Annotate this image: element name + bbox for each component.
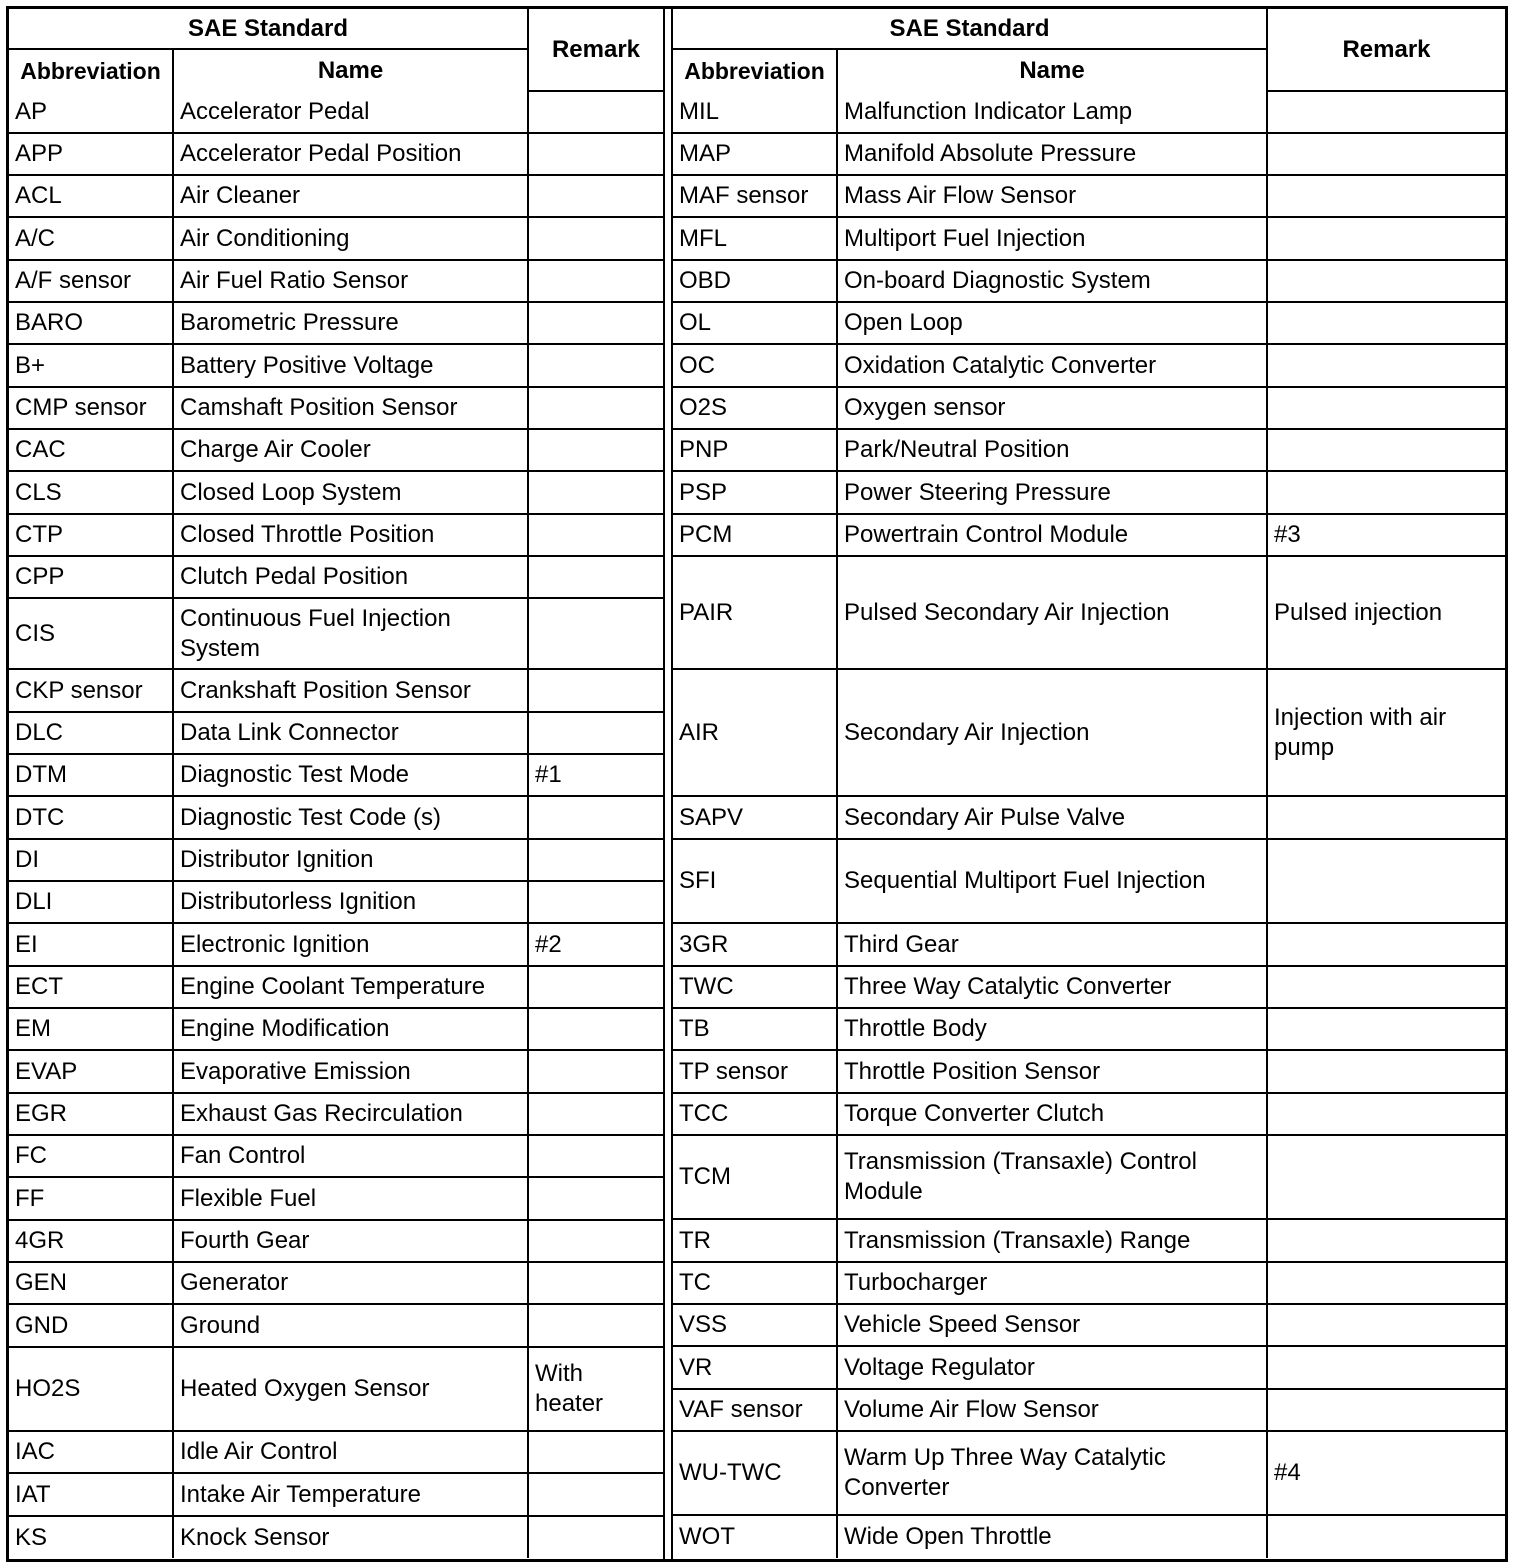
table-row	[673, 556, 1505, 669]
table-row	[673, 1135, 1505, 1219]
table-row	[9, 1008, 663, 1050]
table-row	[9, 598, 663, 669]
table-row	[9, 1304, 663, 1347]
abbreviation-cell: DI	[9, 839, 173, 881]
table-row	[9, 91, 663, 133]
table-row	[9, 1135, 663, 1177]
sae-standard-header: SAE Standard	[9, 9, 528, 49]
remark-cell	[1267, 796, 1505, 839]
remark-cell	[528, 471, 663, 514]
abbreviation-header: Abbreviation	[673, 49, 837, 91]
name-cell: Distributor Ignition	[173, 839, 528, 881]
table-row	[673, 302, 1505, 344]
name-cell: Accelerator Pedal	[173, 91, 528, 133]
remark-cell	[1267, 923, 1505, 966]
remark-cell	[528, 1135, 663, 1177]
name-cell: Secondary Air Pulse Valve	[837, 796, 1267, 839]
name-cell: Generator	[173, 1262, 528, 1304]
abbreviation-cell: VR	[673, 1346, 837, 1389]
remark-cell	[528, 839, 663, 881]
name-cell: Idle Air Control	[173, 1431, 528, 1473]
table-row	[9, 1220, 663, 1262]
abbreviation-cell: SFI	[673, 839, 837, 923]
abbreviation-cell: CIS	[9, 598, 173, 669]
remark-cell	[528, 556, 663, 598]
abbreviation-cell: SAPV	[673, 796, 837, 839]
name-cell: Distributorless Ignition	[173, 881, 528, 923]
abbreviation-sheet	[6, 6, 1508, 1562]
abbreviation-cell: DLI	[9, 881, 173, 923]
abbreviation-cell: ACL	[9, 175, 173, 217]
abbreviation-cell: EM	[9, 1008, 173, 1050]
remark-cell	[1267, 1093, 1505, 1135]
table-row	[673, 1050, 1505, 1093]
abbreviation-cell: GND	[9, 1304, 173, 1347]
abbreviation-cell: EGR	[9, 1093, 173, 1135]
abbreviation-cell: CMP sensor	[9, 387, 173, 429]
table-row	[9, 1177, 663, 1220]
table-row	[673, 796, 1505, 839]
remark-cell	[528, 1177, 663, 1220]
name-cell: Camshaft Position Sensor	[173, 387, 528, 429]
abbreviation-cell: VAF sensor	[673, 1389, 837, 1431]
remark-cell: #4	[1267, 1431, 1505, 1515]
remark-cell	[1267, 1304, 1505, 1346]
name-cell: Oxygen sensor	[837, 387, 1267, 429]
abbreviation-cell: TB	[673, 1008, 837, 1050]
table-row	[9, 344, 663, 387]
abbreviation-cell: TP sensor	[673, 1050, 837, 1093]
table-row	[9, 217, 663, 260]
name-cell: Throttle Body	[837, 1008, 1267, 1050]
table-row	[673, 133, 1505, 175]
table-row	[9, 712, 663, 754]
table-row	[673, 217, 1505, 260]
name-cell: Fourth Gear	[173, 1220, 528, 1262]
remark-cell	[528, 1050, 663, 1093]
name-cell: Evaporative Emission	[173, 1050, 528, 1093]
abbreviation-cell: O2S	[673, 387, 837, 429]
table-row	[673, 839, 1505, 923]
name-cell: Volume Air Flow Sensor	[837, 1389, 1267, 1431]
abbreviation-header: Abbreviation	[9, 49, 173, 91]
table-row	[9, 669, 663, 712]
remark-cell	[1267, 387, 1505, 429]
remark-cell	[1267, 1515, 1505, 1558]
table-row	[673, 175, 1505, 217]
name-cell: Heated Oxygen Sensor	[173, 1347, 528, 1431]
abbreviation-cell: PSP	[673, 471, 837, 514]
abbreviation-cell: CAC	[9, 429, 173, 471]
abbreviation-cell: B+	[9, 344, 173, 387]
abbreviation-cell: PCM	[673, 514, 837, 556]
abbreviation-cell: FF	[9, 1177, 173, 1220]
name-cell: Closed Loop System	[173, 471, 528, 514]
abbreviation-cell: FC	[9, 1135, 173, 1177]
remark-cell	[1267, 133, 1505, 175]
remark-cell	[1267, 1262, 1505, 1304]
remark-cell	[1267, 429, 1505, 471]
name-cell: Accelerator Pedal Position	[173, 133, 528, 175]
table-row	[673, 966, 1505, 1008]
table-row	[9, 1050, 663, 1093]
name-cell: Pulsed Secondary Air Injection	[837, 556, 1267, 669]
remark-cell	[528, 1304, 663, 1347]
remark-cell	[528, 966, 663, 1008]
table-row	[673, 1346, 1505, 1389]
table-row	[9, 839, 663, 881]
remark-cell	[528, 91, 663, 133]
table-row	[673, 260, 1505, 302]
remark-cell	[528, 133, 663, 175]
remark-header: Remark	[1267, 9, 1505, 91]
remark-cell: #3	[1267, 514, 1505, 556]
name-cell: Air Conditioning	[173, 217, 528, 260]
name-cell: Exhaust Gas Recirculation	[173, 1093, 528, 1135]
abbreviation-cell: VSS	[673, 1304, 837, 1346]
abbreviation-cell: MAF sensor	[673, 175, 837, 217]
table-row	[9, 514, 663, 556]
abbreviation-cell: BARO	[9, 302, 173, 344]
remark-cell: With heater	[528, 1347, 663, 1431]
right-table-body	[673, 91, 1505, 1558]
remark-cell	[1267, 260, 1505, 302]
table-row	[673, 1389, 1505, 1431]
abbreviation-cell: IAC	[9, 1431, 173, 1473]
remark-cell	[1267, 1219, 1505, 1262]
abbreviation-cell: WU-TWC	[673, 1431, 837, 1515]
table-row	[673, 344, 1505, 387]
remark-cell	[528, 1093, 663, 1135]
name-header: Name	[173, 49, 528, 91]
remark-cell	[1267, 839, 1505, 923]
table-row	[9, 556, 663, 598]
abbreviation-cell: PAIR	[673, 556, 837, 669]
abbreviation-cell: KS	[9, 1516, 173, 1558]
table-row	[9, 471, 663, 514]
remark-cell	[528, 175, 663, 217]
name-cell: Diagnostic Test Mode	[173, 754, 528, 796]
remark-cell	[1267, 91, 1505, 133]
remark-cell	[1267, 966, 1505, 1008]
left-abbreviation-table	[9, 9, 663, 1558]
remark-cell	[528, 514, 663, 556]
name-cell: Crankshaft Position Sensor	[173, 669, 528, 712]
remark-cell	[528, 881, 663, 923]
remark-cell	[1267, 175, 1505, 217]
name-cell: Wide Open Throttle	[837, 1515, 1267, 1558]
abbreviation-cell: AIR	[673, 669, 837, 796]
sae-standard-header: SAE Standard	[673, 9, 1267, 49]
name-cell: Vehicle Speed Sensor	[837, 1304, 1267, 1346]
name-cell: Diagnostic Test Code (s)	[173, 796, 528, 839]
table-row	[673, 387, 1505, 429]
abbreviation-cell: CTP	[9, 514, 173, 556]
table-row	[9, 175, 663, 217]
abbreviation-cell: APP	[9, 133, 173, 175]
abbreviation-cell: CPP	[9, 556, 173, 598]
remark-cell	[528, 260, 663, 302]
left-table-body	[9, 91, 663, 1558]
name-cell: Intake Air Temperature	[173, 1473, 528, 1516]
table-row	[9, 754, 663, 796]
abbreviation-cell: AP	[9, 91, 173, 133]
table-row	[673, 1515, 1505, 1558]
remark-cell	[528, 1220, 663, 1262]
abbreviation-cell: CLS	[9, 471, 173, 514]
abbreviation-cell: TC	[673, 1262, 837, 1304]
abbreviation-cell: OBD	[673, 260, 837, 302]
name-cell: Open Loop	[837, 302, 1267, 344]
table-row	[673, 923, 1505, 966]
name-cell: Transmission (Transaxle) Range	[837, 1219, 1267, 1262]
abbreviation-cell: DTC	[9, 796, 173, 839]
abbreviation-cell: IAT	[9, 1473, 173, 1516]
name-cell: Malfunction Indicator Lamp	[837, 91, 1267, 133]
remark-cell	[528, 1516, 663, 1558]
abbreviation-cell: OC	[673, 344, 837, 387]
remark-cell	[528, 217, 663, 260]
remark-cell: #1	[528, 754, 663, 796]
name-cell: Data Link Connector	[173, 712, 528, 754]
table-row	[673, 1262, 1505, 1304]
name-cell: Multiport Fuel Injection	[837, 217, 1267, 260]
abbreviation-cell: GEN	[9, 1262, 173, 1304]
remark-cell: Pulsed injection	[1267, 556, 1505, 669]
name-cell: Sequential Multiport Fuel Injection	[837, 839, 1267, 923]
remark-cell	[528, 1008, 663, 1050]
abbreviation-cell: MAP	[673, 133, 837, 175]
abbreviation-cell: TR	[673, 1219, 837, 1262]
table-row	[9, 302, 663, 344]
name-cell: Oxidation Catalytic Converter	[837, 344, 1267, 387]
table-row	[9, 387, 663, 429]
abbreviation-cell: MFL	[673, 217, 837, 260]
abbreviation-cell: DLC	[9, 712, 173, 754]
abbreviation-cell: A/C	[9, 217, 173, 260]
remark-cell	[528, 598, 663, 669]
abbreviation-cell: OL	[673, 302, 837, 344]
right-abbreviation-table	[673, 9, 1505, 1558]
name-header: Name	[837, 49, 1267, 91]
name-cell: On-board Diagnostic System	[837, 260, 1267, 302]
abbreviation-cell: MIL	[673, 91, 837, 133]
abbreviation-cell: WOT	[673, 1515, 837, 1558]
table-row	[9, 881, 663, 923]
abbreviation-cell: 4GR	[9, 1220, 173, 1262]
abbreviation-cell: A/F sensor	[9, 260, 173, 302]
table-row	[673, 91, 1505, 133]
name-cell: Electronic Ignition	[173, 923, 528, 966]
abbreviation-cell: TCM	[673, 1135, 837, 1219]
abbreviation-cell: DTM	[9, 754, 173, 796]
abbreviation-cell: EI	[9, 923, 173, 966]
name-cell: Third Gear	[837, 923, 1267, 966]
abbreviation-cell: TCC	[673, 1093, 837, 1135]
table-row	[673, 471, 1505, 514]
remark-cell	[528, 712, 663, 754]
table-row	[673, 514, 1505, 556]
remark-cell	[1267, 1389, 1505, 1431]
name-cell: Transmission (Transaxle) Control Module	[837, 1135, 1267, 1219]
name-cell: Throttle Position Sensor	[837, 1050, 1267, 1093]
table-row	[9, 1262, 663, 1304]
table-row	[9, 133, 663, 175]
remark-cell	[1267, 1050, 1505, 1093]
table-row	[673, 1431, 1505, 1515]
remark-cell	[528, 1262, 663, 1304]
name-cell: Knock Sensor	[173, 1516, 528, 1558]
name-cell: Manifold Absolute Pressure	[837, 133, 1267, 175]
remark-cell	[528, 669, 663, 712]
abbreviation-cell: ECT	[9, 966, 173, 1008]
name-cell: Air Cleaner	[173, 175, 528, 217]
name-cell: Clutch Pedal Position	[173, 556, 528, 598]
table-row	[9, 966, 663, 1008]
name-cell: Battery Positive Voltage	[173, 344, 528, 387]
abbreviation-cell: PNP	[673, 429, 837, 471]
name-cell: Closed Throttle Position	[173, 514, 528, 556]
name-cell: Flexible Fuel	[173, 1177, 528, 1220]
remark-cell	[528, 796, 663, 839]
name-cell: Secondary Air Injection	[837, 669, 1267, 796]
table-row	[9, 923, 663, 966]
table-row	[9, 429, 663, 471]
name-cell: Air Fuel Ratio Sensor	[173, 260, 528, 302]
table-row	[673, 1219, 1505, 1262]
abbreviation-cell: CKP sensor	[9, 669, 173, 712]
name-cell: Power Steering Pressure	[837, 471, 1267, 514]
abbreviation-cell: EVAP	[9, 1050, 173, 1093]
table-row	[673, 1093, 1505, 1135]
name-cell: Charge Air Cooler	[173, 429, 528, 471]
table-row	[9, 1516, 663, 1558]
abbreviation-cell: 3GR	[673, 923, 837, 966]
name-cell: Barometric Pressure	[173, 302, 528, 344]
name-cell: Mass Air Flow Sensor	[837, 175, 1267, 217]
name-cell: Continuous Fuel Injection System	[173, 598, 528, 669]
remark-cell	[528, 387, 663, 429]
name-cell: Fan Control	[173, 1135, 528, 1177]
name-cell: Engine Coolant Temperature	[173, 966, 528, 1008]
name-cell: Ground	[173, 1304, 528, 1347]
remark-cell	[1267, 302, 1505, 344]
remark-cell	[1267, 1008, 1505, 1050]
table-row	[9, 260, 663, 302]
remark-cell	[528, 1473, 663, 1516]
table-row	[673, 1008, 1505, 1050]
table-row	[9, 1347, 663, 1431]
name-cell: Park/Neutral Position	[837, 429, 1267, 471]
remark-cell: #2	[528, 923, 663, 966]
abbreviation-cell: TWC	[673, 966, 837, 1008]
name-cell: Three Way Catalytic Converter	[837, 966, 1267, 1008]
table-row	[673, 1304, 1505, 1346]
name-cell: Powertrain Control Module	[837, 514, 1267, 556]
remark-cell	[528, 302, 663, 344]
table-row	[9, 1431, 663, 1473]
table-row	[673, 429, 1505, 471]
remark-cell	[528, 344, 663, 387]
column-divider	[663, 9, 673, 1559]
table-row	[9, 1473, 663, 1516]
remark-cell	[1267, 344, 1505, 387]
name-cell: Engine Modification	[173, 1008, 528, 1050]
remark-cell	[1267, 1346, 1505, 1389]
remark-cell	[1267, 217, 1505, 260]
table-row	[9, 1093, 663, 1135]
table-row	[673, 669, 1505, 796]
abbreviation-cell: HO2S	[9, 1347, 173, 1431]
remark-cell: Injection with air pump	[1267, 669, 1505, 796]
name-cell: Torque Converter Clutch	[837, 1093, 1267, 1135]
remark-cell	[528, 1431, 663, 1473]
name-cell: Turbocharger	[837, 1262, 1267, 1304]
name-cell: Voltage Regulator	[837, 1346, 1267, 1389]
remark-cell	[1267, 471, 1505, 514]
remark-cell	[1267, 1135, 1505, 1219]
remark-header: Remark	[528, 9, 663, 91]
table-row	[9, 796, 663, 839]
remark-cell	[528, 429, 663, 471]
name-cell: Warm Up Three Way Catalytic Converter	[837, 1431, 1267, 1515]
